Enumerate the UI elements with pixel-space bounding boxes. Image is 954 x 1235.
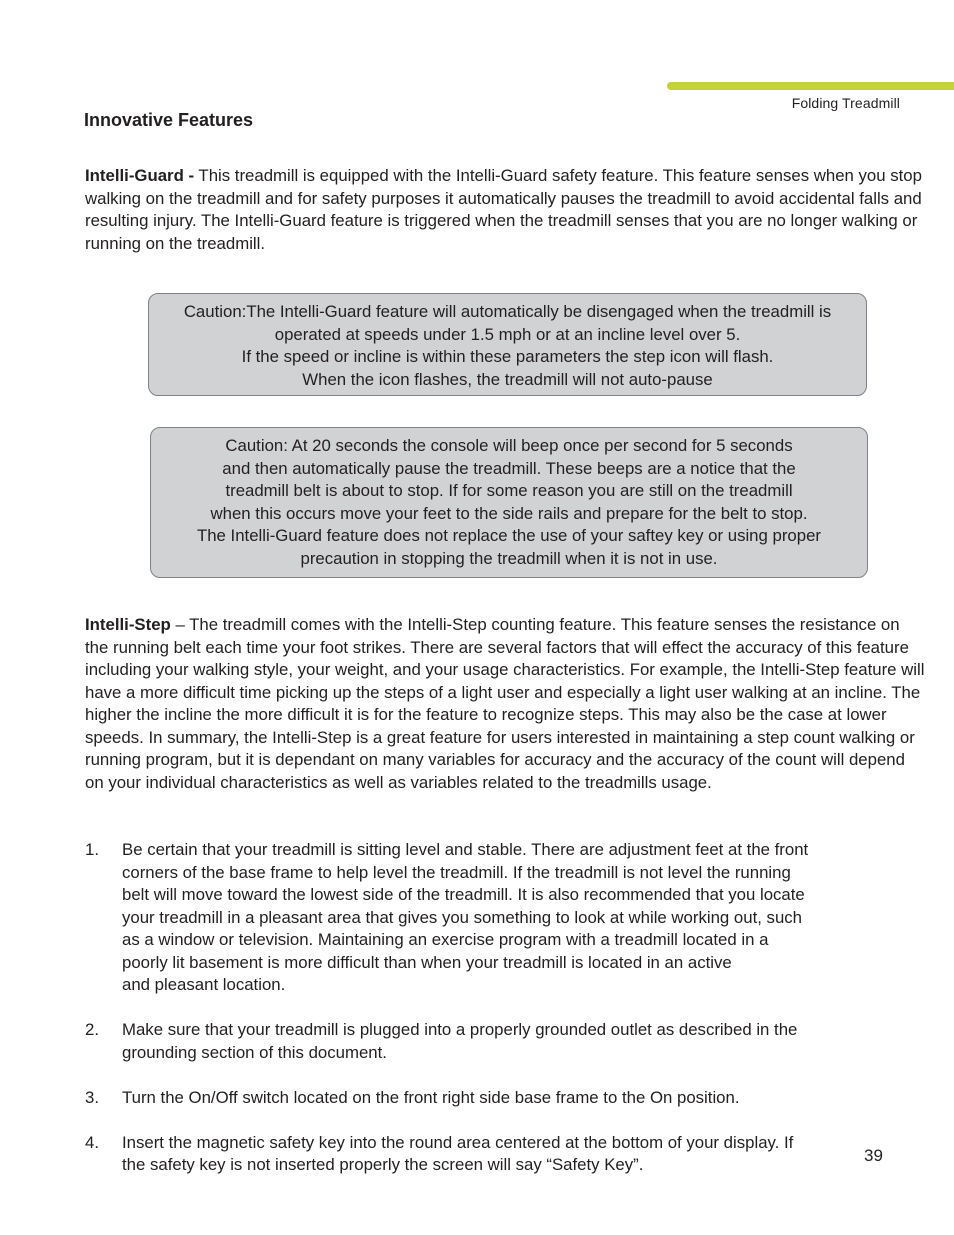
- step-line: poorly lit basement is more difficult than when your treadmill is located in an active: [122, 952, 732, 972]
- list-item: [85, 1019, 865, 1064]
- caution2-line: when this occurs move your feet to the side rails and prepare for the belt to stop.: [210, 503, 808, 523]
- intelli-guard-paragraph: [85, 165, 925, 255]
- header-accent-bar: [667, 82, 954, 90]
- list-item: [85, 839, 865, 997]
- caution-box-1: [148, 293, 867, 396]
- caution-box-2: [150, 427, 868, 578]
- step-line: belt will move toward the lowest side of the treadmill. It is also recommended that you locate: [122, 885, 805, 904]
- step-number: 3.: [85, 1087, 99, 1107]
- step-line: Insert the magnetic safety key into the round area centered at the bottom of your display. If: [122, 1132, 794, 1152]
- header-label: Folding Treadmill: [791, 95, 900, 111]
- setup-steps-list: [85, 839, 865, 1177]
- step-line: Make sure that your treadmill is plugged into a properly grounded outlet as described in the: [122, 1020, 798, 1039]
- step-number: 4.: [85, 1132, 99, 1152]
- intelli-step-paragraph: [85, 614, 925, 794]
- step-line: Turn the On/Off switch located on the front right side base frame to the On position.: [122, 1087, 740, 1107]
- caution1-line: Caution:The Intelli-Guard feature will automatically be disengaged when the treadmill is: [183, 302, 832, 321]
- list-item: [85, 1087, 865, 1110]
- step-line: grounding section of this document.: [122, 1042, 387, 1062]
- caution1-line: If the speed or incline is within these parameters the step icon will flash.: [241, 347, 774, 366]
- list-item: [85, 1132, 865, 1177]
- intelli-step-text: – The treadmill comes with the Intelli-Step counting feature. This feature senses the resistance on the running belt each time your foot strikes. There are several factors that will effect the accuracy of this feature including your walking style, your weight, and your usage characteristics. For example, the Intelli-Step feature will have a more difficult time picking up the steps of a light user and especially a light user walking at an incline. The higher the incline the more difficult it is for the feature to recognize steps. This may also be the case at lower speeds. In summary, the Intelli-Step is a great feature for users interested in maintaining a step count walking or running program, but it is dependant on many variables for accuracy and the accuracy of the count will depend on your individual characteristics as well as variables related to the treadmills usage.: [85, 615, 925, 792]
- step-line: corners of the base frame to help level the treadmill. If the treadmill is not level the running: [122, 862, 791, 882]
- step-line: and pleasant location.: [122, 975, 286, 994]
- caution2-line: treadmill belt is about to stop. If for some reason you are still on the treadmill: [225, 481, 793, 500]
- step-number: 2.: [85, 1020, 99, 1039]
- intelli-guard-term: Intelli-Guard -: [85, 166, 195, 185]
- caution2-line: precaution in stopping the treadmill when it is not in use.: [300, 548, 718, 568]
- intelli-guard-text: This treadmill is equipped with the Intelli-Guard safety feature. This feature senses when you stop walking on the treadmill and for safety purposes it automatically pauses the treadmill to avoid accidental falls and resulting injury. The Intelli-Guard feature is triggered when the treadmill senses that you are no longer walking or running on the treadmill.: [85, 166, 922, 253]
- caution1-line: When the icon flashes, the treadmill will not auto-pause: [302, 369, 713, 389]
- step-line: as a window or television. Maintaining an exercise program with a treadmill located in a: [122, 930, 769, 949]
- step-line: Be certain that your treadmill is sitting level and stable. There are adjustment feet at the front: [122, 840, 809, 859]
- intelli-step-term: Intelli-Step: [85, 615, 171, 634]
- caution2-line: The Intelli-Guard feature does not replace the use of your saftey key or using proper: [196, 526, 822, 545]
- caution1-line: operated at speeds under 1.5 mph or at an incline level over 5.: [274, 324, 741, 344]
- step-line: the safety key is not inserted properly the screen will say “Safety Key”.: [122, 1155, 644, 1174]
- caution2-line: and then automatically pause the treadmill. These beeps are a notice that the: [222, 458, 796, 478]
- caution2-line: Caution: At 20 seconds the console will beep once per second for 5 seconds: [225, 436, 793, 455]
- section-title: Innovative Features: [84, 110, 254, 130]
- step-number: 1.: [85, 840, 99, 859]
- step-line: your treadmill in a pleasant area that gives you something to look at while working out, such: [122, 907, 803, 927]
- page-number: 39: [864, 1146, 883, 1165]
